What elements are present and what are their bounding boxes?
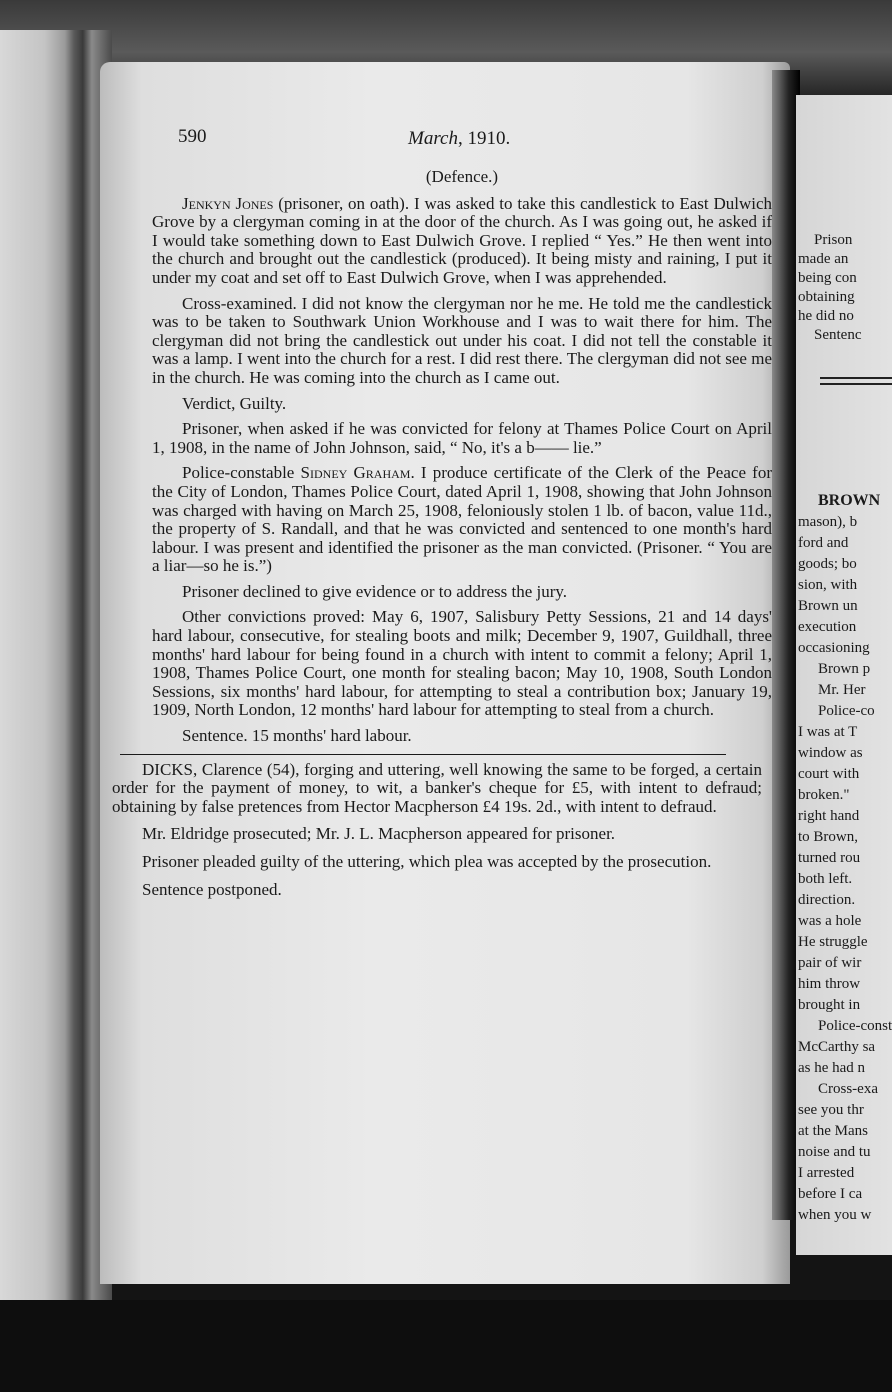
facing-page-line: brought in <box>798 997 861 1013</box>
book-left-edge <box>0 30 112 1300</box>
facing-page-line: execution <box>798 619 857 635</box>
facing-page-line: He struggle <box>798 934 868 950</box>
sentence-postponed: Sentence postponed. <box>142 879 282 899</box>
case-heading-text: , Clarence (54), forging and uttering, well knowing the same to be forged, a certain order for the payment of money, to wit, a banker's cheque for £5, with intent to defraud; obtaining by false pretences from Hector Macpherson £4 19s. 2d., with intent to defraud. <box>112 759 762 816</box>
facing-page-line: window as <box>798 745 863 761</box>
facing-page-line: sion, with <box>798 577 858 593</box>
facing-page-line: when you w <box>798 1207 872 1223</box>
facing-page-line: noise and tu <box>798 1144 871 1160</box>
plea: Prisoner pleaded guilty of the uttering, which plea was accepted by the prosecution. <box>142 852 712 871</box>
facing-page-line: Cross-exa <box>818 1081 878 1097</box>
facing-page-line: at the Mans <box>798 1123 868 1139</box>
facing-page-rule <box>820 377 892 379</box>
cross-examination: Cross-examined. I did not know the clergyman nor he me. He told me the candlestick was to be taken to Southwark Union Workhouse and I was to wait there for him. The clergyman did not bring the candlestick out under his coat. I did not tell the constable it was a lamp. I went into the church for a rest. I did rest there. The clergyman did not see me in the church. He was coming into the church as I came out. <box>152 293 772 387</box>
section-heading: (Defence.) <box>425 167 499 186</box>
facing-page-line: I was at T <box>798 724 858 740</box>
facing-page-line: being con <box>798 270 857 286</box>
facing-page-line: Sentenc <box>814 327 862 343</box>
case-heading-name: DICKS <box>142 759 194 779</box>
other-convictions: Other convictions proved: May 6, 1907, Salisbury Petty Sessions, 21 and 14 days' hard labour, consecutive, for stealing boots and milk; December 9, 1907, Guildhall, three months' hard labour for being found in a church with intent to commit a felony; April 1, 1908, Thames Police Court, one month for stealing bacon; May 10, 1908, South London Sessions, six months' hard labour, for attempting to steal a contribution box; January 19, 1909, North London, 12 months' hard labour for attempting to steal from a church. <box>152 607 772 720</box>
sentence: Sentence. 15 months' hard labour. <box>182 726 412 746</box>
facing-page-line: pair of wir <box>798 955 862 971</box>
counsel: Mr. Eldridge prosecuted; Mr. J. L. Macpherson appeared for prisoner. <box>142 824 616 844</box>
running-head-month: March <box>408 128 458 149</box>
facing-page-line: him throw <box>798 976 861 992</box>
facing-page-line: made an <box>798 251 849 267</box>
declined-evidence: Prisoner declined to give evidence or to address the jury. <box>182 581 568 601</box>
page-number: 590 <box>178 126 207 147</box>
facing-page-rule <box>820 383 892 385</box>
facing-page-line: goods; bo <box>798 556 857 572</box>
facing-page-line: occasioning <box>798 640 870 656</box>
facing-page-line: court with <box>798 766 860 782</box>
facing-page-line: was a hole <box>798 913 862 929</box>
facing-page-line: BROWN <box>818 492 881 509</box>
facing-page-line: Brown un <box>798 598 858 614</box>
defence-testimony-text: (prisoner, on oath). I was asked to take this candlestick to East Dulwich Grove by a clergyman coming in at the door of the church. As I was going out, he asked if I would take something down to East Dulwich Grove. I replied “ Yes.” He then went into the church and brought out the candlestick (produced). It being misty and raining, I put it under my coat and set off to East Dulwich Grove, when I was apprehended. <box>152 193 773 287</box>
scan-bottom-border <box>0 1300 892 1392</box>
case-divider <box>120 754 726 755</box>
facing-page <box>796 95 892 1255</box>
facing-page-line: Police-co <box>818 703 875 719</box>
facing-page-line: as he had n <box>798 1060 866 1076</box>
verdict: Verdict, Guilty. <box>182 393 287 413</box>
facing-page-line: ford and <box>798 535 849 551</box>
facing-page-line: he did no <box>798 308 854 324</box>
facing-page-line: turned rou <box>798 850 861 866</box>
constable-testimony <box>112 464 772 576</box>
page-text <box>112 118 772 908</box>
facing-page-line: mason), b <box>798 514 858 530</box>
facing-page-line: direction. <box>798 892 856 908</box>
facing-page-line: Mr. Her <box>818 682 866 698</box>
constable-name: Sidney Graham <box>300 463 411 483</box>
running-head <box>408 130 510 149</box>
constable-intro: Police-constable <box>182 463 301 483</box>
page-header <box>112 118 772 148</box>
facing-page-line: see you thr <box>798 1102 864 1118</box>
defendant-name: Jenkyn Jones <box>182 193 274 213</box>
facing-page-line: McCarthy sa <box>798 1039 876 1055</box>
case-heading <box>112 761 772 817</box>
facing-page-line: obtaining <box>798 289 855 305</box>
defence-testimony <box>112 195 772 288</box>
running-head-year: , 1910. <box>457 128 511 149</box>
facing-page-line: Brown p <box>818 661 871 677</box>
facing-page-line: Police-const <box>818 1018 892 1034</box>
facing-page-line: Prison <box>814 232 853 248</box>
case-dicks <box>112 761 772 900</box>
facing-page-line: I arrested <box>798 1165 855 1181</box>
facing-page-line: broken." <box>798 787 850 803</box>
prisoner-statement: Prisoner, when asked if he was convicted for felony at Thames Police Court on April 1, 1908, in the name of John Johnson, said, “ No, it's a b—— lie.” <box>152 419 772 457</box>
facing-page-line: before I ca <box>798 1186 863 1202</box>
facing-page-line: right hand <box>798 808 860 824</box>
facing-page-line: to Brown, <box>798 829 858 845</box>
constable-testimony-text: . I produce certificate of the Clerk of the Peace for the City of London, Thames Police Court, dated April 1, 1908, showing that John Johnson was charged with having on March 25, 1908, feloniously stolen 1 lb. of bacon, value 11d., the property of S. Randall, and that he was convicted and sentenced to one month's hard labour. I was present and identified the prisoner as the man convicted. (Prisoner. “ You are a liar—so he is.”) <box>152 463 772 576</box>
facing-page-line: both left. <box>798 871 853 887</box>
